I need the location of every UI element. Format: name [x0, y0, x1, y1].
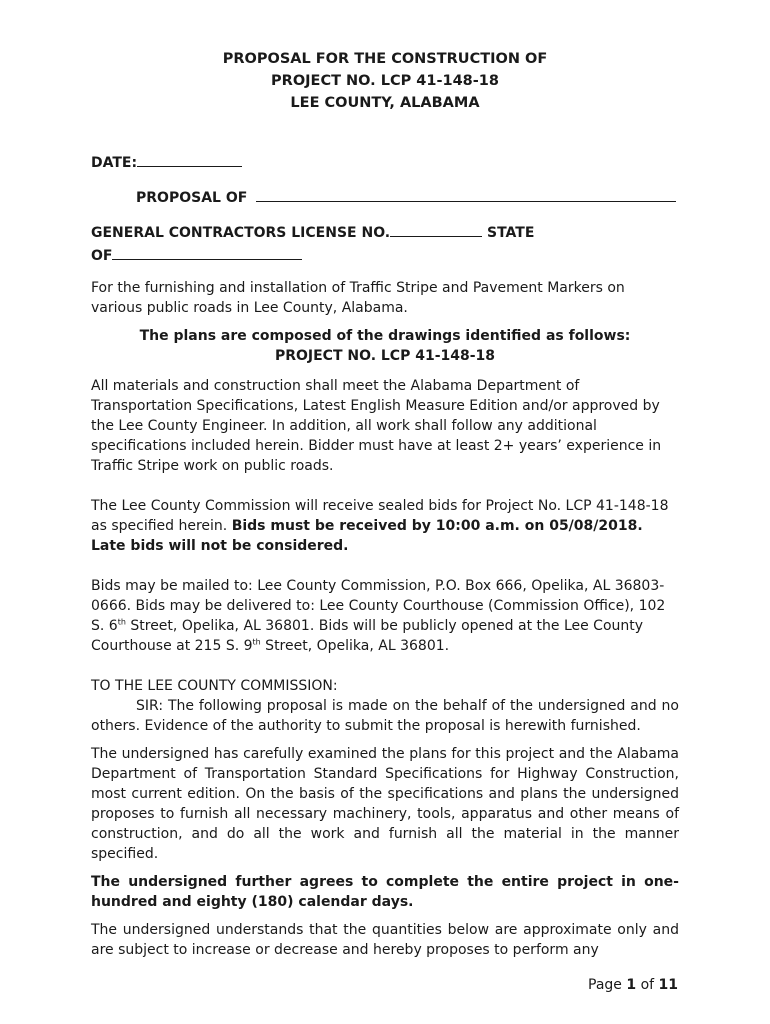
state-blank [112, 243, 302, 260]
title-line-1: PROPOSAL FOR THE CONSTRUCTION OF [222, 51, 548, 67]
document-title [91, 48, 679, 114]
mail-sup-2: th [252, 637, 261, 647]
mail-text-1: Bids may be mailed to: Lee County Commission, P.O. Box 666, Opelika, AL 36803-0666. Bids may be delivered to: Lee County Courthouse (Commission Office), 102 S. 6 [91, 578, 666, 634]
footer-of-word: of [640, 977, 655, 993]
mail-text-2: Street, Opelika, AL 36801. Bids will be publicly opened at the Lee County Courthouse at 215 S. 9 [91, 618, 644, 654]
proposal-of-field [91, 185, 679, 208]
bids-deadline: Bids must be received by 10:00 a.m. on 05/08/2018. Late bids will not be considered. [91, 518, 643, 554]
bids-paragraph [91, 496, 679, 556]
date-blank [137, 150, 242, 167]
bids-text: The Lee County Commission will receive sealed bids for Project No. LCP 41-148-18 as specified herein. [91, 498, 669, 534]
date-label: DATE: [91, 155, 138, 171]
materials-paragraph: All materials and construction shall meet the Alabama Department of Transportation Specifications, Latest English Measure Edition and/or approved by the Lee County Engineer. In addition, all work shall follow any additional specifications included herein. Bidder must have at least 2+ years’ experience in Traffic Stripe work on public roads. [91, 378, 662, 474]
footer-page-number: 1 [626, 977, 637, 993]
quantities-paragraph: The undersigned understands that the quantities below are approximate only and are subject to increase or decrease and hereby proposes to perform any [91, 922, 679, 958]
proposal-of-label: PROPOSAL OF [136, 190, 248, 206]
examined-paragraph: The undersigned has carefully examined the plans for this project and the Alabama Department of Transportation Standard Specifications for Highway Construction, most current edition. On the basis of the specifications and plans the undersigned proposes to furnish all necessary machinery, tools, apparatus and other means of construction, and do all the work and furnish all the material in the manner specified. [91, 746, 679, 862]
agrees-paragraph: The undersigned further agrees to complete the entire project in one-hundred and eighty (180) calendar days. [91, 874, 679, 910]
sir-paragraph: SIR: The following proposal is made on the behalf of the undersigned and no others. Evidence of the authority to submit the proposal is herewith furnished. [91, 698, 679, 734]
state-label: STATE [486, 225, 535, 241]
plans-line-1: The plans are composed of the drawings identified as follows: [139, 328, 631, 344]
license-field [91, 220, 679, 266]
mail-sup-1: th [117, 617, 126, 627]
plans-line-2: PROJECT NO. LCP 41-148-18 [274, 348, 496, 364]
license-blank [390, 220, 482, 237]
proposal-of-blank [256, 185, 676, 202]
plans-heading [91, 326, 679, 366]
footer-page-total: 11 [658, 977, 678, 993]
page-footer [588, 977, 678, 993]
document-page [91, 0, 679, 960]
mail-paragraph [91, 576, 679, 656]
state-of-label: OF [91, 248, 113, 264]
title-line-3: LEE COUNTY, ALABAMA [290, 95, 480, 111]
date-field [91, 150, 679, 173]
mail-text-3: Street, Opelika, AL 36801. [260, 638, 450, 654]
title-line-2: PROJECT NO. LCP 41-148-18 [271, 73, 499, 89]
license-label: GENERAL CONTRACTORS LICENSE NO. [91, 225, 391, 241]
intro-paragraph: For the furnishing and installation of Traffic Stripe and Pavement Markers on various public roads in Lee County, Alabama. [91, 280, 625, 316]
footer-page-word: Page [588, 977, 622, 993]
commission-heading: TO THE LEE COUNTY COMMISSION: [91, 678, 338, 694]
